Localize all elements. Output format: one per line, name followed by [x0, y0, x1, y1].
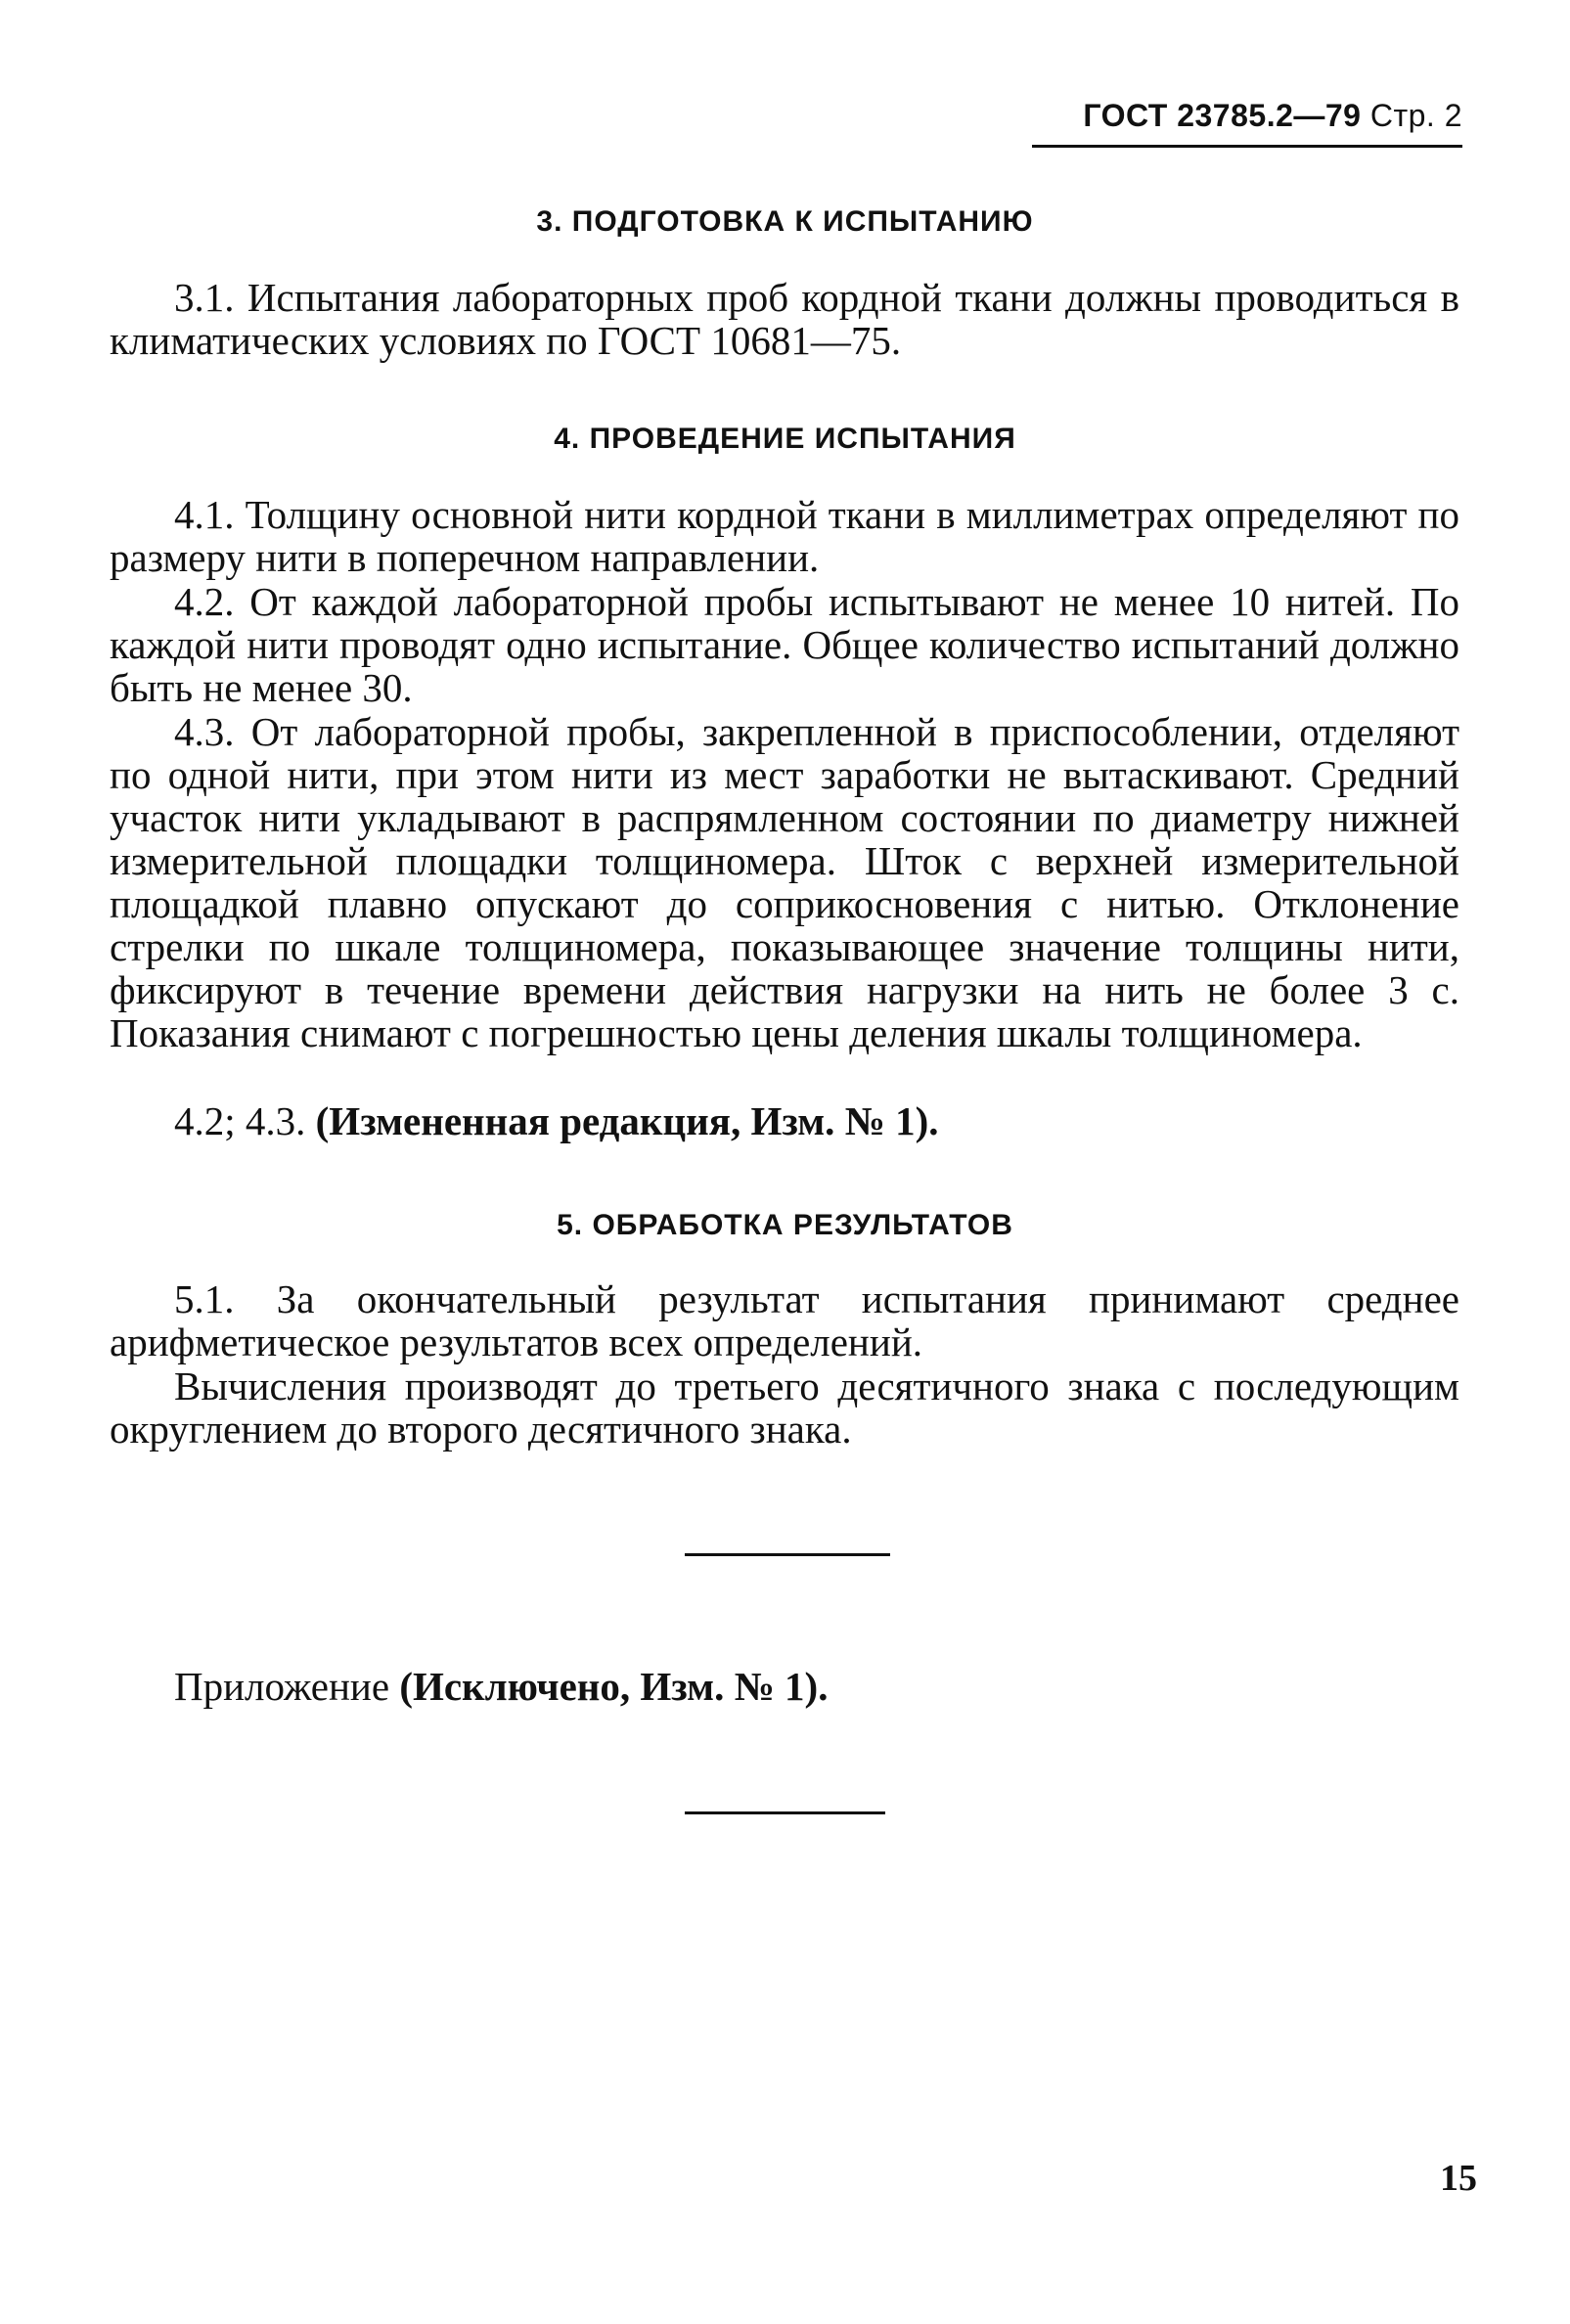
section-4-heading: 4. ПРОВЕДЕНИЕ ИСПЫТАНИЯ [554, 423, 1016, 455]
doc-code: ГОСТ 23785.2—79 [1083, 98, 1362, 133]
paragraph-3-1: 3.1. Испытания лабораторных проб кордной ткани должны проводиться в климатических условиях по ГОСТ 10681—75. [110, 275, 1459, 363]
appendix-prefix: Приложение [174, 1664, 390, 1709]
paragraph-4-1: 4.1. Толщину основной нити кордной ткани в миллиметрах определяют по размеру нити в поперечном направлении. [110, 492, 1459, 580]
page-number: 15 [1440, 2158, 1477, 2199]
section-separator [685, 1553, 890, 1556]
end-separator [685, 1811, 885, 1814]
paragraph-amendment [110, 1099, 1459, 1142]
paragraph-5-2: Вычисления производят до третьего десятичного знака с последующим округлением до второго десятичного знака. [110, 1363, 1459, 1452]
page-header [1083, 98, 1462, 134]
appendix-note: (Исключено, Изм. № 1). [399, 1664, 829, 1709]
page-label: Стр. 2 [1369, 98, 1462, 133]
section-3-heading: 3. ПОДГОТОВКА К ИСПЫТАНИЮ [536, 205, 1034, 238]
appendix-line [110, 1665, 1459, 1708]
paragraph-4-2: 4.2. От каждой лабораторной пробы испытывают не менее 10 нитей. По каждой нити проводят одно испытание. Общее количество испытаний должно быть не менее 30. [110, 579, 1459, 710]
section-5-heading: 5. ОБРАБОТКА РЕЗУЛЬТАТОВ [557, 1209, 1013, 1241]
paragraph-4-3: 4.3. От лабораторной пробы, закрепленной в приспособлении, отделяют по одной нити, при этом нити из мест заработки не вытаскивают. Средний участок нити укладывают в распрямленном состоянии по диаметру нижней измерительной площадки толщиномера. Шток с верхней измерительной площадкой плавно опускают до соприкосновения с нитью. Отклонение стрелки по шкале толщиномера, показывающее значение толщины нити, фиксируют в течение времени действия нагрузки на нить не более 3 с. Показания снимают с погрешностью цены деления шкалы толщиномера. [110, 709, 1459, 1055]
paragraph-5-1: 5.1. За окончательный результат испытания принимают среднее арифметическое результатов всех определений. [110, 1276, 1459, 1364]
amendment-note: (Измененная редакция, Изм. № 1). [315, 1098, 939, 1143]
amendment-prefix: 4.2; 4.3. [174, 1098, 306, 1143]
header-rule [1032, 145, 1462, 148]
